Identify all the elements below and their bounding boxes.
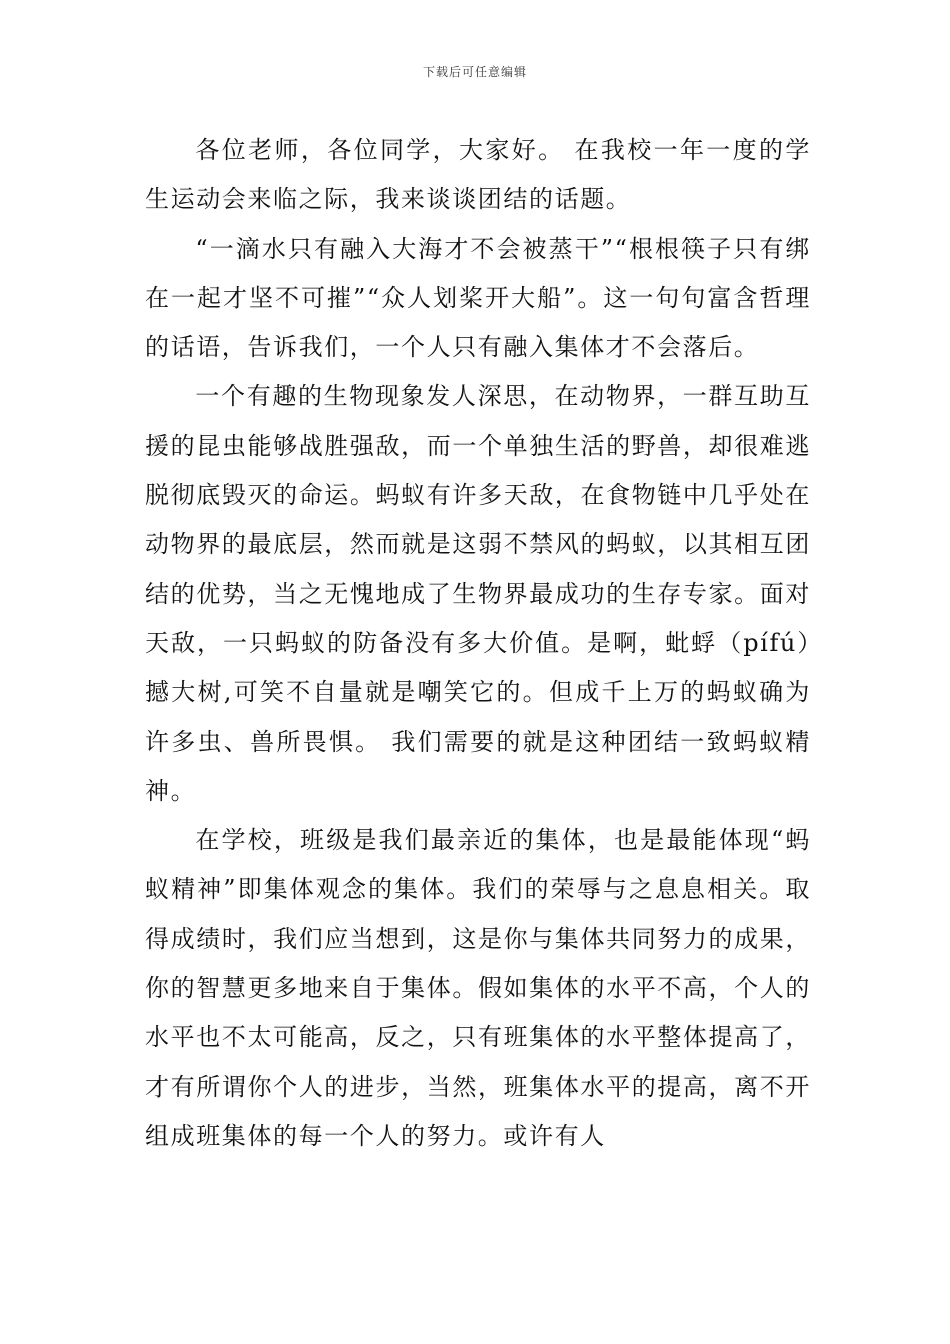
paragraph-proverbs: “一滴水只有融入大海才不会被蒸干”“根根筷子只有绑在一起才坚不可摧”“众人划桨开大船”。这一句句富含哲理的话语，告诉我们，一个人只有融入集体才不会落后。 — [145, 234, 811, 362]
page-header: 下载后可任意编辑 — [422, 65, 527, 79]
paragraph-greeting: 各位老师，各位同学，大家好。 在我校一年一度的学生运动会来临之际，我来谈谈团结的话题。 — [145, 136, 811, 214]
paragraph-class-collective: 在学校，班级是我们最亲近的集体，也是最能体现“蚂蚁精神”即集体观念的集体。我们的荣辱与之息息相关。取得成绩时，我们应当想到，这是你与集体共同努力的成果，你的智慧更多地来自于集体。假如集体的水平不高，个人的水平也不太可能高，反之，只有班集体的水平整体提高了，才有所谓你个人的进步，当然，班集体水平的提高，离不开组成班集体的每一个人的努力。或许有人 — [145, 826, 811, 1150]
document-body — [145, 126, 811, 1161]
paragraph-ants: 一个有趣的生物现象发人深思，在动物界，一群互助互援的昆虫能够战胜强敌，而一个单独生活的野兽，却很难逃脱彻底毁灭的命运。蚂蚁有许多天敌，在食物链中几乎处在动物界的最底层，然而就是这弱不禁风的蚂蚁，以其相互团结的优势，当之无愧地成了生物界最成功的生存专家。面对天敌，一只蚂蚁的防备没有多大价值。是啊，蚍蜉（pífú）撼大树,可笑不自量就是嘲笑它的。但成千上万的蚂蚁确为许多虫、兽所畏惧。 我们需要的就是这种团结一致蚂蚁精神。 — [145, 382, 811, 805]
